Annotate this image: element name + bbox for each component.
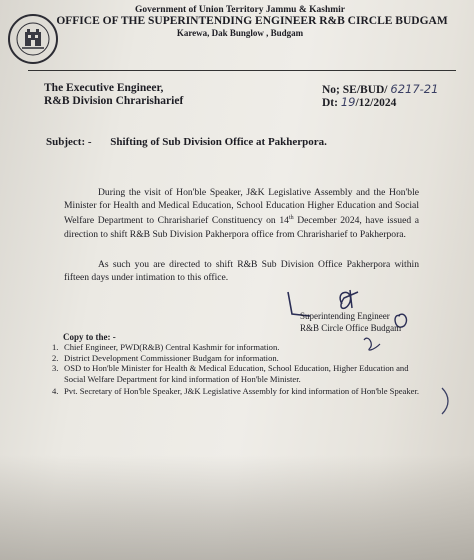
copy-item-2 (52, 353, 422, 364)
copy-item-1 (52, 342, 422, 353)
reference-date (322, 95, 396, 109)
copy-item-number: 4. (52, 386, 59, 396)
copy-item-number: 3. (52, 363, 59, 373)
addressee-line2: R&B Division Chrarisharief (44, 95, 184, 107)
government-emblem-icon (8, 14, 58, 64)
body-p1-part-a: During the visit of Hon'ble Speaker, J&K Legislative Assembly and the Hon'ble Minister for Health and Medical Education, School Education Higher Education and Social Welfare Department to Chrarisharief Constituency on 14 (64, 187, 419, 227)
copy-item-number: 2. (52, 353, 59, 363)
header-address: Karewa, Dak Bunglow , Budgam (176, 28, 304, 38)
date-label: Dt: (322, 97, 338, 109)
reference-number-handwritten: 6217-21 (390, 82, 439, 96)
reference-number (322, 82, 438, 96)
header-government: Government of Union Territory Jammu & Kashmir (134, 5, 346, 15)
reference-number-label: No; SE/BUD/ (322, 84, 388, 96)
body-paragraph-1 (64, 186, 419, 241)
copy-item-text: District Development Commissioner Budgam for information. (64, 353, 279, 363)
copy-item-number: 1. (52, 342, 59, 352)
subject-text: Shifting of Sub Division Office at Pakherpora. (110, 136, 327, 148)
copy-item-3 (52, 363, 422, 384)
date-day-handwritten: 19 (340, 95, 356, 109)
date-rest: /12/2024 (355, 97, 397, 109)
copy-item-4 (52, 386, 422, 397)
subject-line (46, 136, 327, 148)
header-office: OFFICE OF THE SUPERINTENDING ENGINEER R&B CIRCLE BUDGAM (56, 15, 448, 27)
body-p1-sup: th (288, 215, 294, 222)
pen-mark-icon (436, 386, 456, 416)
body-paragraph-2: As such you are directed to shift R&B Sub Division Office Pakherpora within fifteen days under intimation to this office. (64, 259, 419, 284)
body-p1-part-b: December 2024, have issued a direction to shift R&B Sub Division Pakherpora office from Chrarisharief to Pakherpora. (64, 215, 419, 240)
paper-shadow (0, 455, 474, 560)
copy-to-label: Copy to the: - (63, 332, 116, 342)
signature-title: Superintending Engineer (300, 311, 390, 321)
header-divider (28, 70, 456, 71)
signature-office: R&B Circle Office Budgam (300, 323, 402, 333)
copy-item-text: Pvt. Secretary of Hon'ble Speaker, J&K Legislative Assembly for kind information of Hon'ble Speaker. (64, 386, 420, 396)
subject-label: Subject: - (46, 136, 92, 148)
addressee-line1: The Executive Engineer, (44, 82, 164, 94)
copy-item-text: Chief Engineer, PWD(R&B) Central Kashmir for information. (64, 342, 280, 352)
copy-item-text: OSD to Hon'ble Minister for Health & Medical Education, School Education, Higher Education and Social Welfare Department for kind information of Hon'ble Minister. (64, 363, 409, 384)
